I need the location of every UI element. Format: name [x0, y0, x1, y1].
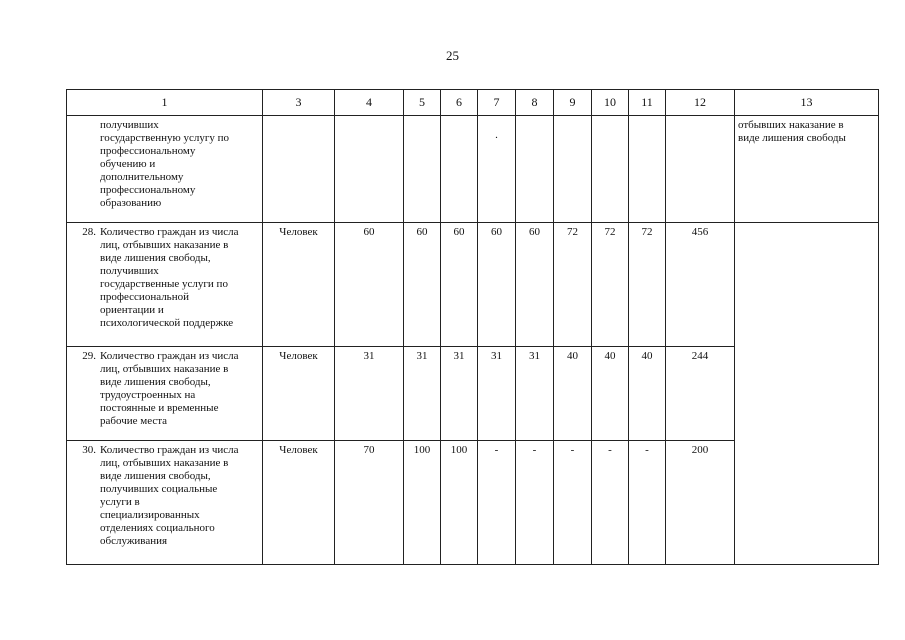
header-cell: 1	[67, 90, 263, 116]
header-cell: 4	[335, 90, 404, 116]
value-cell: 31	[441, 347, 478, 441]
value-cell: 60	[478, 223, 516, 347]
desc-line: обучению и	[100, 158, 156, 170]
row-index: 29.	[82, 350, 96, 362]
value-cell: 70	[335, 441, 404, 565]
value-cell: 31	[478, 347, 516, 441]
cell	[441, 116, 478, 223]
value-cell: 40	[629, 347, 666, 441]
table-row-continuation	[67, 116, 879, 223]
unit-cell: Человек	[263, 441, 335, 565]
indicators-table	[66, 89, 879, 565]
total-cell: 456	[666, 223, 735, 347]
desc-line: профессиональному	[100, 145, 196, 157]
desc-line: лиц, отбывших наказание в	[100, 363, 229, 375]
cell	[404, 116, 441, 223]
desc-line: рабочие места	[100, 415, 168, 427]
desc-line: государственную услугу по	[100, 132, 229, 144]
header-cell: 5	[404, 90, 441, 116]
cell	[335, 116, 404, 223]
desc-line: лиц, отбывших наказание в	[100, 239, 229, 251]
value-cell: 31	[335, 347, 404, 441]
table-row-28	[67, 223, 879, 347]
header-cell: 8	[516, 90, 554, 116]
unit-cell: Человек	[263, 223, 335, 347]
header-cell: 12	[666, 90, 735, 116]
desc-line: образованию	[100, 197, 162, 209]
desc-line: услуги в	[100, 496, 140, 508]
desc-line: профессиональной	[100, 291, 189, 303]
value-cell: 72	[554, 223, 592, 347]
cell	[592, 116, 629, 223]
unit-cell: Человек	[263, 347, 335, 441]
cell	[666, 116, 735, 223]
desc-line: постоянные и временные	[100, 402, 219, 414]
col13-merged	[735, 223, 879, 565]
desc-line: Количество граждан из числа	[100, 350, 239, 362]
desc-line: обслуживания	[100, 535, 168, 547]
header-cell: 13	[735, 90, 879, 116]
mark: .	[495, 129, 498, 141]
note-line: виде лишения свободы	[738, 132, 846, 144]
value-cell: 60	[335, 223, 404, 347]
desc-line: виде лишения свободы,	[100, 252, 211, 264]
col13-note	[735, 116, 879, 223]
desc-line: лиц, отбывших наказание в	[100, 457, 229, 469]
value-cell: 60	[441, 223, 478, 347]
header-cell: 10	[592, 90, 629, 116]
value-cell: -	[554, 441, 592, 565]
value-cell: 100	[404, 441, 441, 565]
desc-line: получивших	[100, 265, 159, 277]
row-description	[67, 116, 263, 223]
total-cell: 244	[666, 347, 735, 441]
header-cell: 11	[629, 90, 666, 116]
header-row	[67, 90, 879, 116]
value-cell: -	[516, 441, 554, 565]
value-cell: 31	[404, 347, 441, 441]
row-index: 30.	[82, 444, 96, 456]
header-cell: 6	[441, 90, 478, 116]
desc-line: получивших социальные	[100, 483, 218, 495]
desc-line: трудоустроенных на	[100, 389, 196, 401]
desc-line: специализированных	[100, 509, 200, 521]
desc-line: дополнительному	[100, 171, 184, 183]
value-cell: -	[478, 441, 516, 565]
row-description	[67, 223, 263, 347]
desc-line: Количество граждан из числа	[100, 226, 239, 238]
value-cell: 60	[404, 223, 441, 347]
desc-line: Количество граждан из числа	[100, 444, 239, 456]
value-cell: 31	[516, 347, 554, 441]
cell	[629, 116, 666, 223]
total-cell: 200	[666, 441, 735, 565]
value-cell: 40	[592, 347, 629, 441]
header-cell: 9	[554, 90, 592, 116]
desc-line: виде лишения свободы,	[100, 376, 211, 388]
desc-line: профессиональному	[100, 184, 196, 196]
desc-line: психологической поддержке	[100, 317, 234, 329]
page-number: 25	[446, 48, 459, 63]
desc-line: ориентации и	[100, 304, 164, 316]
value-cell: 72	[629, 223, 666, 347]
value-cell: -	[629, 441, 666, 565]
desc-line: государственные услуги по	[100, 278, 228, 290]
value-cell: -	[592, 441, 629, 565]
value-cell: 72	[592, 223, 629, 347]
cell	[263, 116, 335, 223]
cell	[554, 116, 592, 223]
row-description	[67, 347, 263, 441]
row-index: 28.	[82, 226, 96, 238]
header-cell: 3	[263, 90, 335, 116]
desc-line: виде лишения свободы,	[100, 470, 211, 482]
row-description	[67, 441, 263, 565]
note-line: отбывших наказание в	[738, 119, 844, 131]
value-cell: 100	[441, 441, 478, 565]
cell	[478, 116, 516, 223]
desc-line: получивших	[100, 119, 159, 131]
header-cell: 7	[478, 90, 516, 116]
value-cell: 40	[554, 347, 592, 441]
value-cell: 60	[516, 223, 554, 347]
cell	[516, 116, 554, 223]
desc-line: отделениях социального	[100, 522, 215, 534]
